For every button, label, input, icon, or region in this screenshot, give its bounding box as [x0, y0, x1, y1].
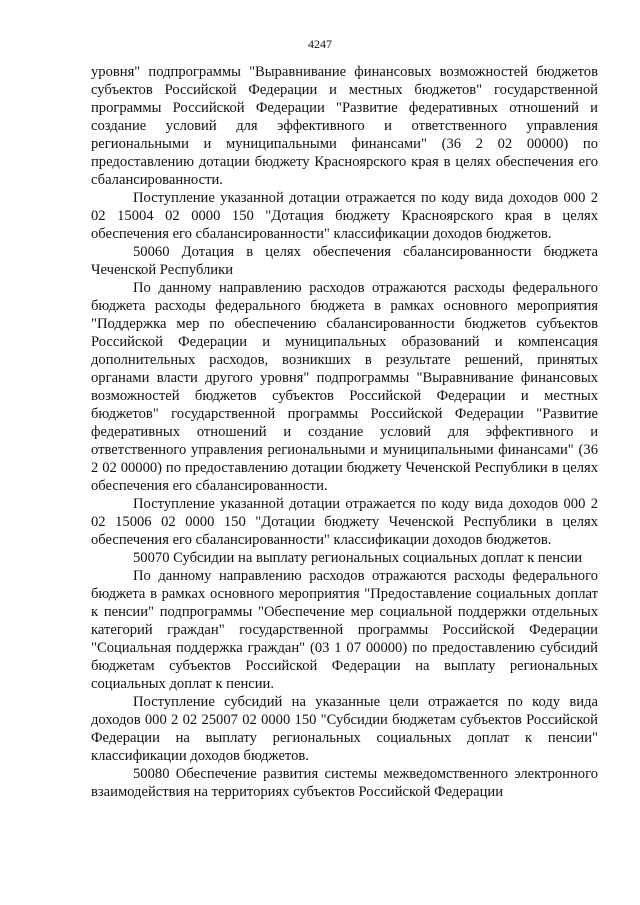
paragraph: Поступление указанной дотации отражается по коду вида доходов 000 2 02 15006 02 0000 150 "Дотации бюджету Чеченской Республики в целях обеспечения его сбалансированности" классификации доходов бюджетов.	[91, 496, 598, 548]
paragraph: По данному направлению расходов отражаются расходы федерального бюджета в рамках основного мероприятия "Предоставление социальных доплат к пенсии" подпрограммы "Обеспечение мер социальной поддержки отдельных категорий граждан" государственной программы Российской Федерации "Социальная поддержка граждан" (03 1 07 00000) по предоставлению субсидий бюджетам субъектов Российской Федерации на выплату региональных социальных доплат к пенсии.	[91, 568, 598, 692]
paragraph: Поступление субсидий на указанные цели отражается по коду вида доходов 000 2 02 25007 02 0000 150 "Субсидии бюджетам субъектов Российской Федерации на выплату региональных социальных доплат к пенсии" классификации доходов бюджетов.	[91, 694, 598, 764]
section-heading: 50060 Дотация в целях обеспечения сбалансированности бюджета Чеченской Республики	[91, 244, 598, 278]
section-heading: 50080 Обеспечение развития системы межведомственного электронного взаимодействия на территориях субъектов Российской Федерации	[91, 766, 598, 800]
paragraph: По данному направлению расходов отражаются расходы федерального бюджета расходы федерального бюджета в рамках основного мероприятия "Поддержка мер по обеспечению сбалансированности бюджетов субъектов Российской Федерации и муниципальных образований и компенсация дополнительных расходов, возникших в результате решений, принятых органами власти другого уровня" подпрограммы "Выравнивание финансовых возможностей бюджетов субъектов Российской Федерации и местных бюджетов" государственной программы Российской Федерации "Развитие федеративных отношений и создание условий для эффективного и ответственного управления региональными и муниципальными финансами" (36 2 02 00000) по предоставлению дотации бюджету Чеченской Республики в целях обеспечения его сбалансированности.	[91, 280, 598, 494]
document-body	[91, 63, 598, 801]
paragraph-continued: уровня" подпрограммы "Выравнивание финансовых возможностей бюджетов субъектов Российской Федерации и местных бюджетов" государственной программы Российской Федерации "Развитие федеративных отношений и создание условий для эффективного и ответственного управления региональными и муниципальными финансами" (36 2 02 00000) по предоставлению дотации бюджету Красноярского края в целях обеспечения его сбалансированности.	[91, 64, 598, 188]
section-heading: 50070 Субсидии на выплату региональных социальных доплат к пенсии	[133, 550, 583, 566]
paragraph: Поступление указанной дотации отражается по коду вида доходов 000 2 02 15004 02 0000 150 "Дотация бюджету Красноярского края в целях обеспечения его сбалансированности" классификации доходов бюджетов.	[91, 190, 598, 242]
page-number: 4247	[308, 37, 332, 51]
